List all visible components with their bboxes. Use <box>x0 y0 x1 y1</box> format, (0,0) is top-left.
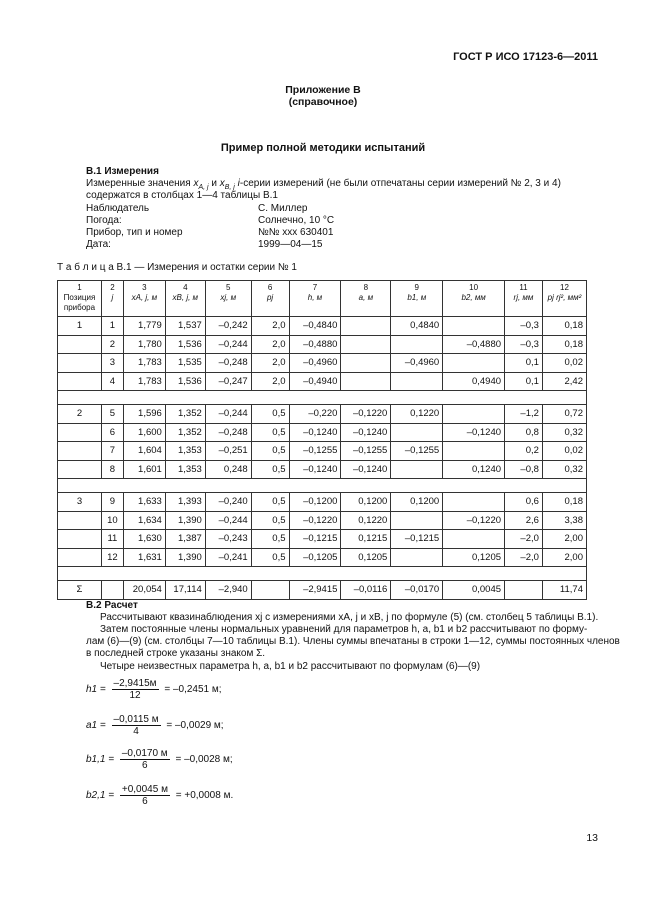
column-header-line: 4 <box>183 283 188 292</box>
table-cell: 0,5 <box>251 548 289 567</box>
table-cell: –0,4880 <box>443 335 505 354</box>
table-cell: 4 <box>101 372 123 391</box>
table-cell <box>391 548 443 567</box>
table-cell: 2,00 <box>542 530 586 549</box>
column-header-line: b2, мм <box>461 293 486 302</box>
separator-cell <box>58 479 587 493</box>
b1-paragraph-line1: Измеренные значения $x_{A, j}$ и $x_{B, j}$ i-серии измерений (не были отпечатаны серии измерений № 2, 3 и 4) <box>86 178 561 191</box>
table-cell: 0,4940 <box>443 372 505 391</box>
table-cell: 1,353 <box>165 460 205 479</box>
table-cell: –2,0 <box>505 548 543 567</box>
column-header-line: 9 <box>414 283 419 292</box>
position-cell: 2 <box>58 405 102 424</box>
table-caption: Т а б л и ц а В.1 — Измерения и остатки серии № 1 <box>57 262 297 273</box>
column-header <box>341 281 391 317</box>
table-cell <box>391 335 443 354</box>
table-cell: 0,5 <box>251 530 289 549</box>
table-cell: 5 <box>101 405 123 424</box>
table-cell: 0,8 <box>505 423 543 442</box>
table-cell: –0,240 <box>205 493 251 512</box>
table-cell: 2,0 <box>251 354 289 373</box>
column-header <box>251 281 289 317</box>
table-cell: 2,0 <box>251 335 289 354</box>
sum-cell: –0,0116 <box>341 581 391 600</box>
table-cell: –0,4960 <box>289 354 341 373</box>
table-cell: 0,248 <box>205 460 251 479</box>
b1-paragraph-line2: содержатся в столбцах 1—4 таблицы В.1 <box>86 190 278 201</box>
table-cell: 0,02 <box>542 354 586 373</box>
column-header-line: xB, j, м <box>172 293 199 302</box>
position-cell <box>58 442 102 461</box>
table-cell <box>443 354 505 373</box>
position-cell <box>58 372 102 391</box>
table-cell: 1,604 <box>123 442 165 461</box>
table-cell: –0,243 <box>205 530 251 549</box>
b2-line3: лам (6)—(9) (см. столбцы 7—10 таблицы В.1). Члены суммы впечатаны в строки 1—12, суммы постоянных членов <box>86 636 620 647</box>
table-cell: 1,631 <box>123 548 165 567</box>
table-cell <box>391 372 443 391</box>
sum-cell <box>505 581 543 600</box>
table-cell <box>341 372 391 391</box>
table-cell: 1,352 <box>165 423 205 442</box>
column-header <box>123 281 165 317</box>
position-cell: 1 <box>58 317 102 336</box>
example-title: Пример полной методики испытаний <box>220 142 426 154</box>
table-cell <box>391 511 443 530</box>
table-cell: –0,4940 <box>289 372 341 391</box>
separator-cell <box>58 567 587 581</box>
position-cell <box>58 335 102 354</box>
table-cell: 0,1205 <box>341 548 391 567</box>
column-header-line: 8 <box>363 283 369 292</box>
table-cell: –0,1240 <box>443 423 505 442</box>
section-b1-heading: В.1 Измерения <box>86 166 159 177</box>
column-header-line: rj, мм <box>513 293 534 302</box>
table-cell: 2,42 <box>542 372 586 391</box>
table-cell: 1,634 <box>123 511 165 530</box>
table-cell: –0,4880 <box>289 335 341 354</box>
table-cell <box>443 493 505 512</box>
table-cell: 0,32 <box>542 423 586 442</box>
table-cell: –0,4960 <box>391 354 443 373</box>
table-cell: –0,251 <box>205 442 251 461</box>
column-header-line: b1, м <box>407 293 427 302</box>
column-header <box>205 281 251 317</box>
table-cell <box>391 460 443 479</box>
column-header <box>165 281 205 317</box>
column-header-line: 12 <box>560 283 569 292</box>
table-cell: –0,1200 <box>289 493 341 512</box>
appendix-subtitle: (справочное) <box>288 96 358 108</box>
column-header-line: 1 <box>77 283 82 292</box>
table-cell: 1,596 <box>123 405 165 424</box>
table-cell: 1,780 <box>123 335 165 354</box>
sum-cell: –0,0170 <box>391 581 443 600</box>
position-cell <box>58 423 102 442</box>
table-cell: –0,3 <box>505 317 543 336</box>
b2-line5: Четыре неизвестных параметра h, a, b1 и b2 рассчитывают по формулам (6)—(9) <box>100 661 481 672</box>
table-cell: –0,241 <box>205 548 251 567</box>
table-row <box>58 511 587 530</box>
sum-cell: 20,054 <box>123 581 165 600</box>
formula-h1: h1 = $\frac{-2,9415м}{12}$ = –0,2451 м; <box>86 678 222 701</box>
table-cell: 2 <box>101 335 123 354</box>
table-cell: 1,630 <box>123 530 165 549</box>
sum-cell <box>251 581 289 600</box>
table-row <box>58 405 587 424</box>
table-cell: 0,1220 <box>341 511 391 530</box>
group-separator-row <box>58 479 587 493</box>
table-cell: 0,5 <box>251 442 289 461</box>
table-cell: 1,536 <box>165 372 205 391</box>
sum-cell <box>101 581 123 600</box>
table-cell: 1,783 <box>123 372 165 391</box>
sum-cell: 0,0045 <box>443 581 505 600</box>
table-cell: 1,536 <box>165 335 205 354</box>
table-cell: 3 <box>101 354 123 373</box>
table-cell: 0,1200 <box>341 493 391 512</box>
table-cell: 1,352 <box>165 405 205 424</box>
table-cell: 2,00 <box>542 548 586 567</box>
table-header-row <box>58 281 587 317</box>
table-row <box>58 530 587 549</box>
table-cell: –2,0 <box>505 530 543 549</box>
table-cell: –0,3 <box>505 335 543 354</box>
table-cell <box>443 405 505 424</box>
column-header-line: 3 <box>142 283 147 292</box>
column-header-line: xj, м <box>220 293 237 302</box>
column-header-line: h, м <box>307 293 323 302</box>
table-row <box>58 335 587 354</box>
table-cell: 1,783 <box>123 354 165 373</box>
table-cell: 0,5 <box>251 460 289 479</box>
info-label: Наблюдатель <box>86 203 150 214</box>
table-cell: 0,1 <box>505 372 543 391</box>
column-header-line: прибора <box>63 303 96 312</box>
separator-cell <box>58 391 587 405</box>
table-cell: 1,600 <box>123 423 165 442</box>
info-value: Солнечно, 10 °С <box>258 215 335 226</box>
table-cell: 1,390 <box>165 548 205 567</box>
sum-cell: –2,940 <box>205 581 251 600</box>
position-cell <box>58 354 102 373</box>
table-cell: –0,1240 <box>289 423 341 442</box>
column-header-line: 10 <box>469 283 479 292</box>
table-cell: 7 <box>101 442 123 461</box>
table-cell: 1,390 <box>165 511 205 530</box>
table-cell: 0,18 <box>542 317 586 336</box>
table-cell: 2,6 <box>505 511 543 530</box>
table-cell: –0,248 <box>205 354 251 373</box>
table-cell: –0,248 <box>205 423 251 442</box>
column-header <box>443 281 505 317</box>
info-label: Прибор, тип и номер <box>86 227 183 238</box>
table-cell: 6 <box>101 423 123 442</box>
table-cell: –0,244 <box>205 335 251 354</box>
table-cell <box>341 335 391 354</box>
sum-cell: Σ <box>58 581 102 600</box>
position-cell <box>58 460 102 479</box>
table-cell: 0,5 <box>251 423 289 442</box>
table-cell: –0,247 <box>205 372 251 391</box>
table-row <box>58 493 587 512</box>
table-cell: –0,1205 <box>289 548 341 567</box>
table-cell: 0,6 <box>505 493 543 512</box>
table-cell: 0,72 <box>542 405 586 424</box>
table-cell: 0,18 <box>542 493 586 512</box>
formula-b11: b1,1 = $\frac{-0,0170 м}{6}$ = –0,0028 м; <box>86 748 233 771</box>
position-cell: 3 <box>58 493 102 512</box>
table-cell: –0,1255 <box>341 442 391 461</box>
standard-header: ГОСТ Р ИСО 17123-6—2011 <box>453 51 598 63</box>
table-cell: –0,8 <box>505 460 543 479</box>
appendix-title: Приложение В <box>285 84 361 96</box>
column-header-line: pj rj², мм² <box>547 293 582 302</box>
column-header-line: Позиция <box>63 293 96 302</box>
table-cell: –0,244 <box>205 511 251 530</box>
table-cell: 0,1200 <box>391 493 443 512</box>
table-cell: 1,537 <box>165 317 205 336</box>
table-cell: 0,5 <box>251 405 289 424</box>
table-cell <box>341 354 391 373</box>
table-cell: 1,601 <box>123 460 165 479</box>
table-cell: 0,4840 <box>391 317 443 336</box>
table-cell: 11 <box>101 530 123 549</box>
table-row <box>58 460 587 479</box>
table-cell: 0,1 <box>505 354 543 373</box>
sum-cell: 11,74 <box>542 581 586 600</box>
table-cell: 1,633 <box>123 493 165 512</box>
column-header-line: 11 <box>519 283 528 292</box>
info-value: 1999—04—15 <box>258 239 323 250</box>
table-cell: –0,1220 <box>341 405 391 424</box>
table-cell: –0,4840 <box>289 317 341 336</box>
column-header <box>542 281 586 317</box>
table-cell: –0,1215 <box>289 530 341 549</box>
table-cell: –0,242 <box>205 317 251 336</box>
table-cell <box>391 423 443 442</box>
formula-a1: a1 = $\frac{-0,0115 м}{4}$ = –0,0029 м; <box>86 714 224 737</box>
page-number: 13 <box>586 832 598 844</box>
sum-cell: 17,114 <box>165 581 205 600</box>
sum-cell: –2,9415 <box>289 581 341 600</box>
b2-line2: Затем постоянные члены нормальных уравнений для параметров h, a, b1 и b2 рассчитывают по форму- <box>100 624 588 635</box>
measurements-table <box>57 280 587 600</box>
table-cell: 1 <box>101 317 123 336</box>
table-row <box>58 442 587 461</box>
table-cell: –0,244 <box>205 405 251 424</box>
table-cell: –0,1255 <box>289 442 341 461</box>
table-cell: –1,2 <box>505 405 543 424</box>
column-header-line: 7 <box>312 283 318 292</box>
table-cell: 1,535 <box>165 354 205 373</box>
table-cell: 0,2 <box>505 442 543 461</box>
table-cell: 8 <box>101 460 123 479</box>
b2-line1: Рассчитывают квазинаблюдения xj с измерениями xA, j и xB, j по формуле (5) (см. столбец 5 таблицы В.1). <box>100 612 599 623</box>
table-cell: 2,0 <box>251 372 289 391</box>
table-row <box>58 372 587 391</box>
table-cell: –0,220 <box>289 405 341 424</box>
b2-line4: в последней строке указаны знаком Σ. <box>86 648 266 659</box>
column-header-line: a, м <box>358 293 374 302</box>
table-cell: –0,1220 <box>443 511 505 530</box>
column-header-line: j <box>111 293 114 302</box>
table-cell: –0,1240 <box>341 460 391 479</box>
section-b2-heading: В.2 Расчет <box>86 600 138 611</box>
table-cell: 0,5 <box>251 493 289 512</box>
column-header <box>289 281 341 317</box>
table-cell: 12 <box>101 548 123 567</box>
table-cell: 0,5 <box>251 511 289 530</box>
table-cell: –0,1240 <box>289 460 341 479</box>
column-header-line: 5 <box>226 283 231 292</box>
table-cell <box>443 317 505 336</box>
table-cell: 0,02 <box>542 442 586 461</box>
table-cell: 3,38 <box>542 511 586 530</box>
position-cell <box>58 548 102 567</box>
table-cell: –0,1220 <box>289 511 341 530</box>
table-cell: 0,32 <box>542 460 586 479</box>
table-cell: 9 <box>101 493 123 512</box>
info-label: Погода: <box>86 215 122 226</box>
column-header <box>391 281 443 317</box>
formula-b21: b2,1 = $\frac{+0,0045 м}{6}$ = +0,0008 м. <box>86 784 234 807</box>
table-cell: 0,18 <box>542 335 586 354</box>
position-cell <box>58 530 102 549</box>
table-cell: 1,387 <box>165 530 205 549</box>
table-cell: 0,1205 <box>443 548 505 567</box>
column-header-line: pj <box>266 293 274 302</box>
table-cell: 1,353 <box>165 442 205 461</box>
table-row <box>58 548 587 567</box>
column-header-line: xA, j, м <box>131 293 158 302</box>
table-cell: –0,1240 <box>341 423 391 442</box>
column-header <box>505 281 543 317</box>
table-cell: 0,1215 <box>341 530 391 549</box>
table-cell: 0,1220 <box>391 405 443 424</box>
column-header <box>58 281 102 317</box>
group-separator-row <box>58 391 587 405</box>
table-cell: 10 <box>101 511 123 530</box>
table-cell: 2,0 <box>251 317 289 336</box>
info-value: №№ ххх 630401 <box>258 227 334 238</box>
column-header <box>101 281 123 317</box>
table-cell: 0,1240 <box>443 460 505 479</box>
table-cell <box>443 442 505 461</box>
table-cell <box>443 530 505 549</box>
column-header-line: 2 <box>110 283 115 292</box>
sum-row <box>58 581 587 600</box>
column-header-line: 6 <box>267 283 273 292</box>
table-row <box>58 354 587 373</box>
group-separator-row <box>58 567 587 581</box>
table-cell: 1,393 <box>165 493 205 512</box>
table-cell: –0,1255 <box>391 442 443 461</box>
table-row <box>58 423 587 442</box>
info-value: С. Миллер <box>258 203 308 214</box>
table-cell: 1,779 <box>123 317 165 336</box>
table-row <box>58 317 587 336</box>
table-cell <box>341 317 391 336</box>
info-label: Дата: <box>86 239 111 250</box>
position-cell <box>58 511 102 530</box>
table-cell: –0,1215 <box>391 530 443 549</box>
